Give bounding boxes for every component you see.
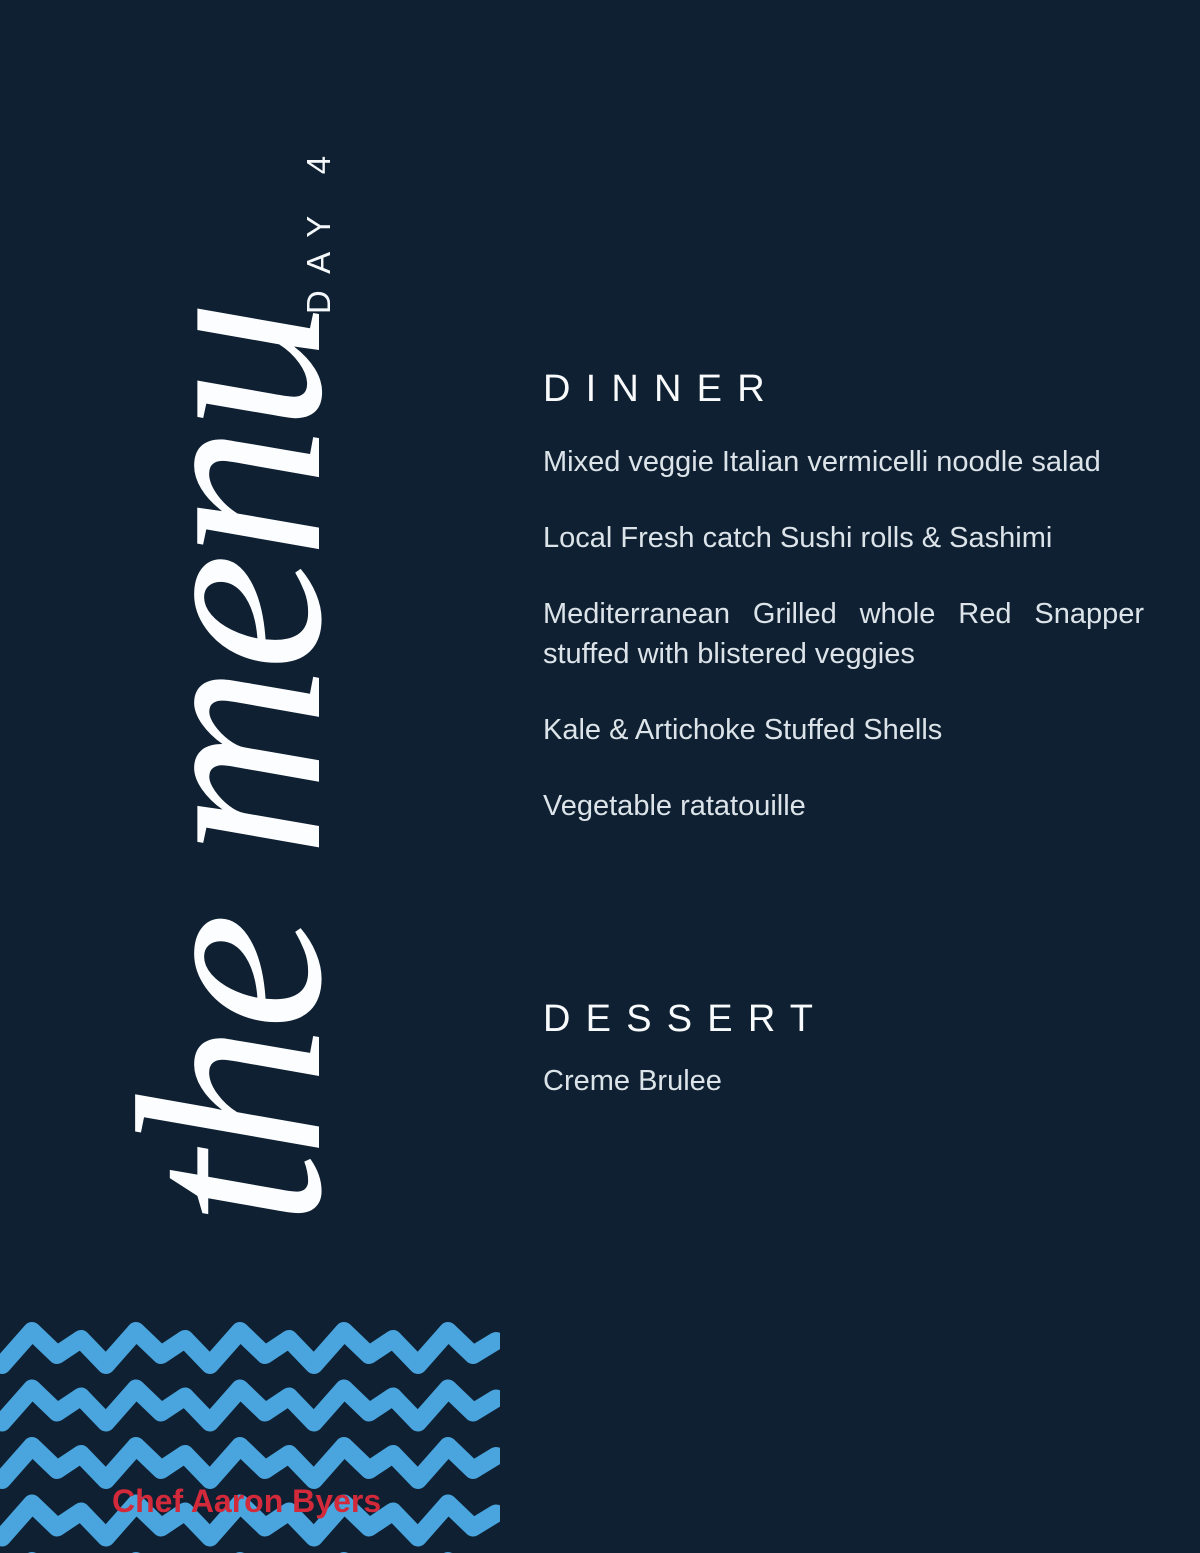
menu-item: Creme Brulee [543, 1065, 722, 1098]
menu-item: Kale & Artichoke Stuffed Shells [543, 713, 943, 746]
script-title: the menu [83, 304, 377, 1226]
menu-column [543, 368, 1144, 1137]
chef-credit: Chef Aaron Byers [112, 1483, 382, 1519]
dinner-heading: DINNER [543, 368, 780, 410]
section-spacer [543, 862, 1144, 998]
dessert-heading: DESSERT [543, 997, 829, 1040]
menu-item: Mixed veggie Italian vermicelli noodle salad [543, 445, 1101, 478]
menu-item: Mediterranean Grilled whole Red Snapper stuffed with blistered veggies [543, 597, 1144, 670]
menu-item: Local Fresh catch Sushi rolls & Sashimi [543, 521, 1053, 554]
day-label: DAY 4 [300, 139, 337, 315]
menu-item: Vegetable ratatouille [543, 789, 806, 822]
